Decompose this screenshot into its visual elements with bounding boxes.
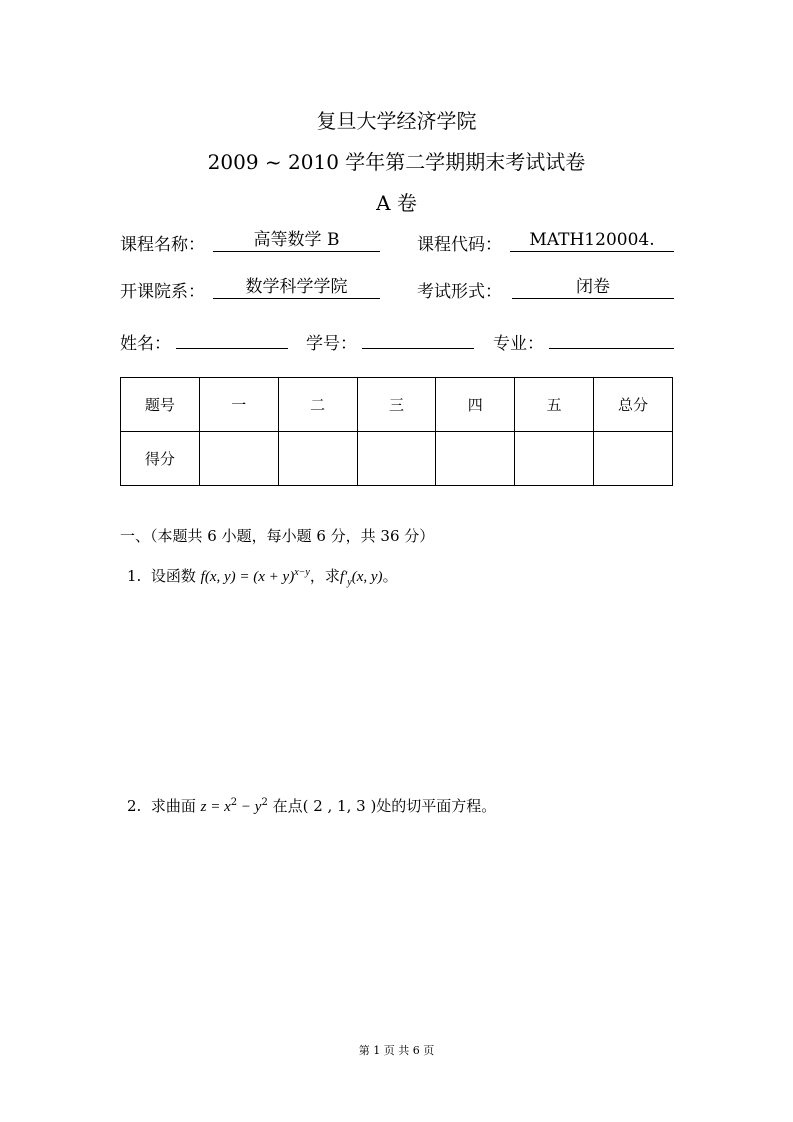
q1-math: f (200, 569, 205, 585)
table-score-row (121, 432, 673, 486)
exam-form-value: 闭卷 (512, 276, 674, 299)
q2-math: 2 (230, 797, 238, 808)
school-title: 复旦大学经济学院 (316, 109, 477, 133)
table-cell: 三 (357, 378, 436, 432)
course-code-value: MATH120004. (510, 229, 674, 252)
question-1 (127, 565, 398, 588)
q1-math: y (347, 577, 352, 588)
q1-text: 。 (382, 567, 398, 585)
dept-label: 开课院系： (120, 282, 205, 302)
q1-number: 1. (127, 567, 142, 585)
table-cell: 题号 (121, 378, 200, 432)
course-name-value: 高等数学 B (213, 229, 380, 252)
q1-text: ，求 (309, 567, 340, 585)
table-cell: 一 (199, 378, 278, 432)
table-cell: 得分 (121, 432, 200, 486)
course-name-label: 课程名称： (120, 235, 205, 255)
q1-math: (x, y) (204, 569, 236, 585)
score-table (120, 377, 673, 486)
q2-math: 2 (261, 797, 268, 808)
page-footer: 第 1 页 共 6 页 (358, 1044, 435, 1057)
q2-math: − y (237, 799, 262, 815)
major-blank[interactable] (549, 326, 674, 349)
q1-math: (x, y) (351, 569, 383, 585)
score-cell (199, 432, 278, 486)
score-cell (278, 432, 357, 486)
table-header-row (121, 378, 673, 432)
course-code-label: 课程代码： (417, 235, 502, 255)
score-cell (594, 432, 673, 486)
section-1-title: 一、（本题共 6 小题，每小题 6 分，共 36 分） (120, 527, 435, 545)
table-cell: 五 (515, 378, 594, 432)
exam-form-label: 考试形式： (417, 282, 502, 302)
q1-text: 设函数 (150, 567, 196, 585)
q2-text: 在点( 2 , 1, 3 )处的切平面方程。 (267, 797, 497, 815)
table-cell: 总分 (594, 378, 673, 432)
name-label: 姓名： (120, 334, 171, 354)
dept-value: 数学科学学院 (213, 276, 380, 299)
q2-text: 求曲面 (150, 797, 196, 815)
score-cell (515, 432, 594, 486)
q2-number: 2. (127, 797, 142, 815)
question-2 (127, 795, 496, 816)
score-cell (357, 432, 436, 486)
score-cell (436, 432, 515, 486)
name-blank[interactable] (176, 326, 288, 349)
id-label: 学号： (306, 334, 357, 354)
term-title: 2009 ~ 2010 学年第二学期期末考试试卷 (207, 150, 586, 174)
q2-math: z = x (200, 799, 231, 815)
major-label: 专业： (493, 334, 544, 354)
q1-math: = (x + y) (235, 569, 295, 585)
id-blank[interactable] (362, 326, 474, 349)
table-cell: 四 (436, 378, 515, 432)
paper-version: A 卷 (376, 191, 417, 215)
table-cell: 二 (278, 378, 357, 432)
q1-math: x−y (294, 567, 310, 578)
q1-math: f′ (339, 569, 348, 585)
